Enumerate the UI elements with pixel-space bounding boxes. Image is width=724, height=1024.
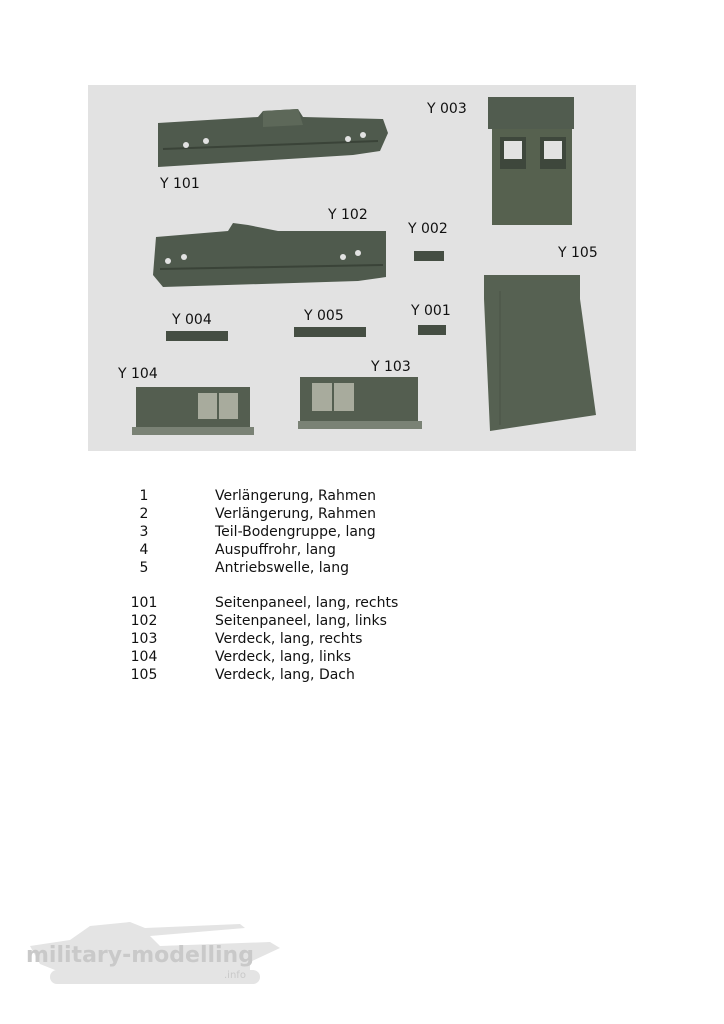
- part-label-y002: Y 002: [408, 221, 448, 237]
- watermark-text: military-modelling: [26, 943, 254, 968]
- part-description: Verlängerung, Rahmen: [215, 488, 376, 504]
- part-label-y101: Y 101: [160, 176, 200, 192]
- part-number: 2: [139, 506, 149, 522]
- part-number: 101: [130, 595, 158, 611]
- parts-photo: [88, 85, 636, 451]
- part-label-y103: Y 103: [371, 359, 411, 375]
- part-y101: [158, 109, 388, 167]
- tank-silhouette-icon: [10, 912, 310, 992]
- part-y002: [414, 251, 444, 261]
- part-label-y105: Y 105: [558, 245, 598, 261]
- part-label-y004: Y 004: [172, 312, 212, 328]
- part-number: 1: [139, 488, 149, 504]
- part-label-y005: Y 005: [304, 308, 344, 324]
- part-number: 104: [130, 649, 158, 665]
- part-description: Verlängerung, Rahmen: [215, 506, 376, 522]
- part-number: 105: [130, 667, 158, 683]
- part-y005: [294, 327, 366, 337]
- watermark-suffix: .info: [224, 970, 246, 981]
- part-number: 103: [130, 631, 158, 647]
- part-y104: [132, 387, 254, 435]
- part-description: Verdeck, lang, Dach: [215, 667, 355, 683]
- part-number: 102: [130, 613, 158, 629]
- part-y001: [418, 325, 446, 335]
- part-label-y001: Y 001: [411, 303, 451, 319]
- part-description: Verdeck, lang, rechts: [215, 631, 363, 647]
- part-description: Seitenpaneel, lang, links: [215, 613, 387, 629]
- part-number: 4: [139, 542, 149, 558]
- part-label-y104: Y 104: [118, 366, 158, 382]
- part-description: Verdeck, lang, links: [215, 649, 352, 665]
- part-number: 5: [139, 560, 149, 576]
- part-y102: [153, 223, 386, 287]
- part-y003: [488, 97, 574, 225]
- part-description: Auspuffrohr, lang: [215, 542, 336, 558]
- part-label-y003: Y 003: [427, 101, 467, 117]
- part-description: Antriebswelle, lang: [215, 560, 349, 576]
- part-y004: [166, 331, 228, 341]
- part-y103: [298, 377, 422, 429]
- part-number: 3: [139, 524, 149, 540]
- parts-illustration: [88, 85, 636, 451]
- part-y105: [484, 275, 596, 431]
- watermark-logo: [10, 912, 310, 992]
- part-description: Teil-Bodengruppe, lang: [215, 524, 376, 540]
- part-label-y102: Y 102: [328, 207, 368, 223]
- part-description: Seitenpaneel, lang, rechts: [215, 595, 399, 611]
